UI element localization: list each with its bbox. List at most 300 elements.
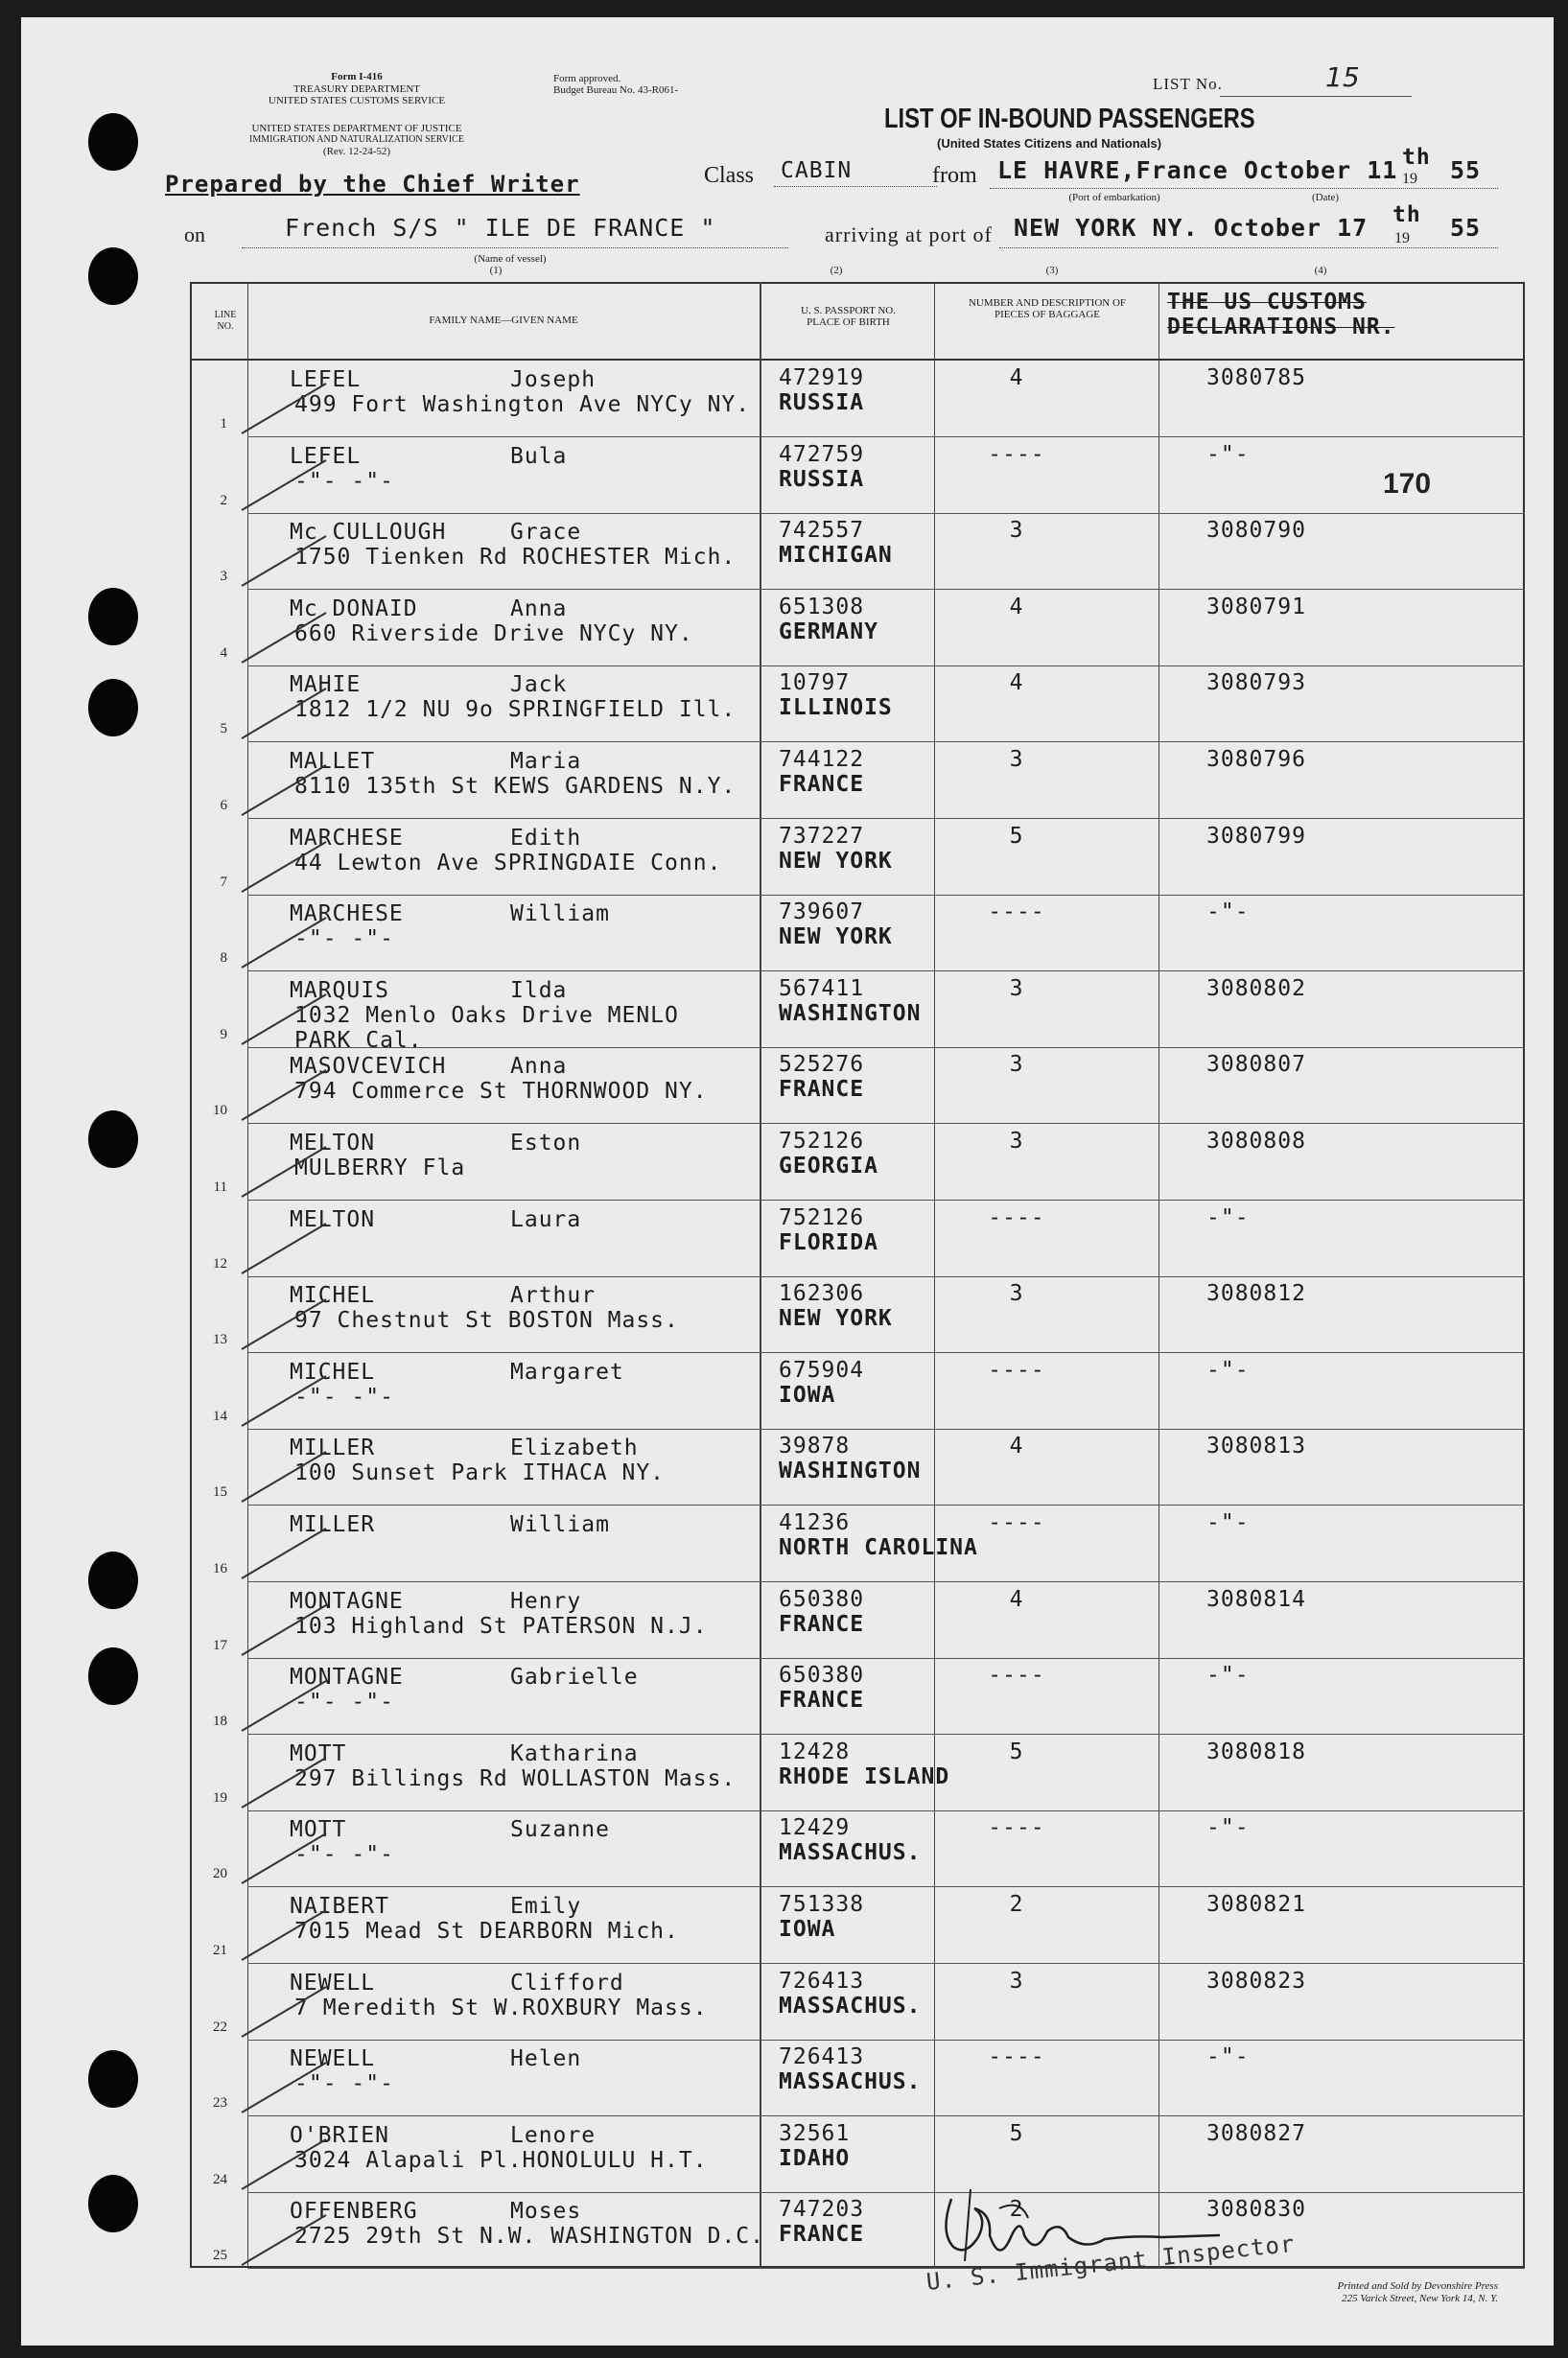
check-mark	[240, 1220, 331, 1277]
birth-place: NORTH CAROLINA	[779, 1535, 978, 1560]
passport-number: 739607	[779, 899, 865, 925]
baggage-count: 2	[1009, 1892, 1024, 1917]
home-address: 499 Fort Washington Ave NYCy NY.	[294, 392, 751, 417]
birth-place: IOWA	[779, 1382, 836, 1408]
family-name: NAIBERT	[290, 1894, 389, 1919]
check-mark	[240, 1983, 331, 2041]
inspector-stamp: U. S. Immigrant Inspector	[924, 2230, 1297, 2296]
declaration-number: 3080799	[1206, 823, 1306, 849]
home-address: -"- -"-	[294, 1384, 394, 1410]
passport-number: 744122	[779, 747, 865, 772]
given-name: Helen	[510, 2046, 582, 2072]
form-number: Form I-416	[331, 71, 383, 82]
table-row	[21, 1887, 1554, 1964]
given-name: Emily	[510, 1894, 582, 1919]
passport-number: 39878	[779, 1434, 851, 1459]
home-address: 7 Meredith St W.ROXBURY Mass.	[294, 1995, 708, 2020]
birth-place: FRANCE	[779, 772, 865, 797]
birth-place: MASSACHUS.	[779, 2069, 922, 2095]
given-name: Gabrielle	[510, 1665, 639, 1691]
list-no-line	[1220, 96, 1412, 97]
declaration-number: 3080808	[1206, 1129, 1306, 1154]
declaration-number: 3080802	[1206, 975, 1306, 1001]
arriving-label: arriving at port of	[825, 222, 993, 246]
declaration-number: 3080813	[1206, 1434, 1306, 1459]
prepared-by: Prepared by the Chief Writer	[165, 171, 580, 198]
embark-caption: (Port of embarkation)	[1068, 192, 1160, 203]
declaration-number: -"-	[1206, 899, 1250, 925]
line-number: 20	[213, 1866, 227, 1882]
binder-hole	[88, 113, 138, 171]
baggage-count: ----	[988, 1663, 1045, 1689]
arrival-sup: th	[1392, 202, 1421, 227]
home-address: 1032 Menlo Oaks Drive MENLO	[294, 1002, 679, 1028]
table-row	[21, 971, 1554, 1053]
table-row	[21, 590, 1554, 666]
given-name: Ilda	[510, 977, 568, 1003]
birth-place: RUSSIA	[779, 390, 865, 415]
check-mark	[240, 1296, 331, 1353]
column-num-4: (4)	[1314, 265, 1327, 276]
family-name: NEWELL	[290, 1970, 376, 1996]
given-name: William	[510, 1512, 610, 1537]
baggage-count: 5	[1009, 2120, 1024, 2146]
given-name: Lenore	[510, 2122, 597, 2148]
passport-number: 567411	[779, 975, 865, 1001]
check-mark	[240, 2059, 331, 2116]
table-row	[21, 1429, 1554, 1506]
baggage-count: 4	[1009, 670, 1024, 696]
home-address: 794 Commerce St THORNWOOD NY.	[294, 1079, 708, 1105]
check-mark	[240, 532, 331, 590]
table-row	[21, 2116, 1554, 2193]
check-mark	[240, 1448, 331, 1506]
table-row	[21, 1047, 1554, 1124]
family-name: O'BRIEN	[290, 2122, 389, 2148]
passport-number: 651308	[779, 594, 865, 619]
baggage-count: ----	[988, 2044, 1045, 2070]
baggage-count: ----	[988, 1510, 1045, 1535]
home-address: 100 Sunset Park ITHACA NY.	[294, 1460, 666, 1486]
home-address: -"- -"-	[294, 468, 394, 494]
baggage-count: 3	[1009, 518, 1024, 544]
baggage-count: ----	[988, 1204, 1045, 1230]
check-mark	[240, 991, 331, 1048]
birth-place: MICHIGAN	[779, 543, 893, 569]
birth-place: IDAHO	[779, 2145, 851, 2171]
line-number: 18	[213, 1714, 227, 1730]
birth-place: FLORIDA	[779, 1229, 878, 1255]
check-mark	[240, 2211, 331, 2269]
col-header-passport: U. S. PASSPORT NO. PLACE OF BIRTH	[801, 305, 896, 328]
line-number: 9	[220, 1026, 227, 1042]
check-mark	[240, 1677, 331, 1735]
birth-place: GERMANY	[779, 619, 878, 644]
passport-number: 742557	[779, 518, 865, 544]
given-name: Henry	[510, 1588, 582, 1614]
baggage-count: 4	[1009, 1586, 1024, 1612]
customs-service: UNITED STATES CUSTOMS SERVICE	[268, 95, 446, 106]
declaration-number: 3080827	[1206, 2120, 1306, 2146]
family-name: MELTON	[290, 1131, 376, 1156]
home-address: 44 Lewton Ave SPRINGDAIE Conn.	[294, 850, 722, 875]
line-number: 25	[213, 2248, 227, 2264]
given-name: Katharina	[510, 1740, 639, 1766]
budget-bureau: Budget Bureau No. 43-R061-	[553, 84, 679, 96]
birth-place: NEW YORK	[779, 924, 893, 950]
table-row	[21, 437, 1554, 514]
col-header-customs: THE US CUSTOMS DECLARATIONS NR.	[1167, 290, 1395, 339]
given-name: William	[510, 901, 610, 927]
birth-place: RUSSIA	[779, 466, 865, 492]
table-row	[21, 1276, 1554, 1353]
family-name: MONTAGNE	[290, 1665, 404, 1691]
passport-number: 726413	[779, 1968, 865, 1994]
home-address: 660 Riverside Drive NYCy NY.	[294, 620, 693, 646]
given-name: Moses	[510, 2199, 582, 2225]
baggage-count: 4	[1009, 594, 1024, 619]
family-name: MALLET	[290, 749, 376, 774]
birth-place: NEW YORK	[779, 1306, 893, 1332]
passport-number: 726413	[779, 2044, 865, 2070]
home-address: 97 Chestnut St BOSTON Mass.	[294, 1308, 679, 1334]
line-number: 14	[213, 1408, 227, 1424]
line-number: 16	[213, 1561, 227, 1576]
birth-place: FRANCE	[779, 1688, 865, 1714]
check-mark	[240, 1066, 331, 1124]
home-address: MULBERRY Fla	[294, 1156, 466, 1180]
declaration-number: 3080821	[1206, 1892, 1306, 1917]
passport-number: 10797	[779, 670, 851, 696]
birth-place: WASHINGTON	[779, 1459, 922, 1484]
printer-address: 225 Varick Street, New York 14, N. Y.	[1342, 2293, 1498, 2304]
given-name: Laura	[510, 1206, 582, 1232]
treasury-dept: TREASURY DEPARTMENT	[293, 83, 421, 95]
passport-number: 751338	[779, 1892, 865, 1917]
declaration-number: 3080790	[1206, 518, 1306, 544]
line-number: 15	[213, 1484, 227, 1501]
family-name: MONTAGNE	[290, 1588, 404, 1614]
declaration-number: 3080791	[1206, 594, 1306, 619]
passport-number: 747203	[779, 2197, 865, 2223]
home-address: -"- -"-	[294, 2071, 394, 2097]
home-address: 7015 Mead St DEARBORN Mich.	[294, 1919, 679, 1944]
justice-dept: UNITED STATES DEPARTMENT OF JUSTICE	[251, 123, 462, 134]
table-row	[21, 1201, 1554, 1277]
passport-number: 737227	[779, 823, 865, 849]
declaration-number: -"-	[1206, 1510, 1250, 1535]
given-name: Clifford	[510, 1970, 624, 1996]
line-number: 13	[213, 1332, 227, 1348]
home-address: -"- -"-	[294, 1842, 394, 1868]
birth-place: RHODE ISLAND	[779, 1763, 950, 1789]
home-address: 103 Highland St PATERSON N.J.	[294, 1613, 708, 1639]
line-number: 12	[213, 1255, 227, 1272]
from-label: from	[932, 163, 977, 188]
declaration-number: -"-	[1206, 1357, 1250, 1383]
passport-number: 41236	[779, 1510, 851, 1535]
row-rule	[247, 2268, 1525, 2269]
embark-line	[990, 188, 1498, 189]
family-name: Mc CULLOUGH	[290, 520, 447, 546]
passport-number: 752126	[779, 1204, 865, 1230]
check-mark	[240, 1906, 331, 1964]
family-name: Mc DONAID	[290, 595, 418, 621]
passport-number: 162306	[779, 1281, 865, 1307]
family-name: MELTON	[290, 1206, 376, 1232]
declaration-number: 3080785	[1206, 365, 1306, 390]
baggage-count: 3	[1009, 1968, 1024, 1994]
declaration-number: 3080807	[1206, 1052, 1306, 1078]
margin-annotation: 170	[1383, 468, 1432, 500]
declaration-number: -"-	[1206, 441, 1250, 467]
birth-place: ILLINOIS	[779, 695, 893, 721]
given-name: Maria	[510, 749, 582, 774]
line-number: 19	[213, 1789, 227, 1806]
family-name: LEFEL	[290, 443, 362, 469]
vessel-name: French S/S " ILE DE FRANCE "	[285, 214, 716, 242]
page-subtitle: (United States Citizens and Nationals)	[937, 136, 1162, 151]
given-name: Joseph	[510, 367, 597, 392]
home-address: 1812 1/2 NU 9o SPRINGFIELD Ill.	[294, 697, 737, 723]
arrival-year: 55	[1450, 214, 1482, 242]
family-name: MARCHESE	[290, 825, 404, 851]
given-name: Bula	[510, 443, 568, 469]
family-name: MICHEL	[290, 1283, 376, 1309]
given-name: Anna	[510, 595, 568, 621]
line-number: 24	[213, 2171, 227, 2187]
line-number: 23	[213, 2095, 227, 2112]
class-label: Class	[704, 163, 755, 188]
table-row	[21, 1124, 1554, 1201]
vessel-line	[242, 247, 788, 248]
list-number: 15	[1325, 61, 1360, 93]
line-number: 17	[213, 1637, 227, 1653]
arrival-port: NEW YORK NY. October 17	[1014, 214, 1369, 242]
check-mark	[240, 1372, 331, 1430]
line-number: 4	[220, 644, 227, 661]
birth-place: FRANCE	[779, 1077, 865, 1103]
home-address: 1750 Tienken Rd ROCHESTER Mich.	[294, 545, 737, 571]
form-revision: (Rev. 12-24-52)	[322, 146, 391, 157]
baggage-count: 5	[1009, 1739, 1024, 1764]
baggage-count: 3	[1009, 1129, 1024, 1154]
list-label: LIST No.	[1153, 75, 1223, 93]
line-number: 7	[220, 874, 227, 890]
given-name: Margaret	[510, 1359, 624, 1385]
line-number: 1	[220, 416, 227, 432]
baggage-count: 3	[1009, 1281, 1024, 1307]
baggage-count: ----	[988, 899, 1045, 925]
table-row	[21, 2040, 1554, 2116]
check-mark	[240, 1143, 331, 1201]
table-row	[21, 895, 1554, 971]
line-number: 2	[220, 492, 227, 508]
table-row	[21, 1582, 1554, 1659]
passport-number: 525276	[779, 1052, 865, 1078]
table-row	[21, 2192, 1554, 2269]
line-number: 3	[220, 569, 227, 585]
check-mark	[240, 2136, 331, 2193]
given-name: Anna	[510, 1054, 568, 1080]
given-name: Eston	[510, 1131, 582, 1156]
arrival-line	[999, 247, 1498, 248]
family-name: OFFENBERG	[290, 2199, 418, 2225]
check-mark	[240, 685, 331, 742]
birth-place: FRANCE	[779, 1611, 865, 1637]
embarkation-port: LE HAVRE,France October 11	[997, 156, 1398, 184]
given-name: Arthur	[510, 1283, 597, 1309]
family-name: LEFEL	[290, 367, 362, 392]
table-row	[21, 1810, 1554, 1887]
birth-place: NEW YORK	[779, 848, 893, 874]
family-name: MILLER	[290, 1436, 376, 1461]
line-number: 5	[220, 721, 227, 737]
baggage-count: 3	[1009, 1052, 1024, 1078]
declaration-number: 3080796	[1206, 747, 1306, 772]
home-address: 8110 135th St KEWS GARDENS N.Y.	[294, 774, 737, 799]
home-address: -"- -"-	[294, 926, 394, 952]
declaration-number: -"-	[1206, 1204, 1250, 1230]
family-name: MOTT	[290, 1817, 347, 1843]
given-name: Edith	[510, 825, 582, 851]
class-line	[774, 186, 937, 187]
birth-place: MASSACHUS.	[779, 1993, 922, 2019]
table-row	[21, 742, 1554, 819]
column-num-1: (1)	[489, 265, 503, 276]
table-row	[21, 1353, 1554, 1430]
check-mark	[240, 1525, 331, 1582]
class-value: CABIN	[781, 158, 853, 183]
check-mark	[240, 914, 331, 971]
check-mark	[240, 456, 331, 514]
passport-number: 650380	[779, 1663, 865, 1689]
line-number: 8	[220, 950, 227, 967]
baggage-count: 2	[1009, 2197, 1024, 2223]
family-name: MARCHESE	[290, 901, 404, 927]
declaration-number: -"-	[1206, 1815, 1250, 1841]
passport-number: 752126	[779, 1129, 865, 1154]
table-row	[21, 1964, 1554, 2041]
baggage-count: 4	[1009, 365, 1024, 390]
table-row	[21, 819, 1554, 896]
on-label: on	[184, 222, 205, 246]
family-name: MOTT	[290, 1740, 347, 1766]
passport-number: 32561	[779, 2120, 851, 2146]
home-address: 297 Billings Rd WOLLASTON Mass.	[294, 1765, 737, 1791]
declaration-number: 3080793	[1206, 670, 1306, 696]
form-approved: Form approved.	[553, 73, 621, 84]
declaration-number: 3080818	[1206, 1739, 1306, 1764]
printer-credit: Printed and Sold by Devonshire Press	[1337, 2280, 1498, 2292]
page-title: LIST OF IN-BOUND PASSENGERS	[884, 104, 1255, 134]
family-name: MILLER	[290, 1512, 376, 1537]
line-number: 22	[213, 2019, 227, 2035]
birth-place: IOWA	[779, 1917, 836, 1942]
baggage-count: ----	[988, 441, 1045, 467]
declaration-number: 3080823	[1206, 1968, 1306, 1994]
home-address-cont: PARK Cal.	[294, 1027, 423, 1053]
given-name: Suzanne	[510, 1817, 610, 1843]
check-mark	[240, 1601, 331, 1659]
birth-place: FRANCE	[779, 2222, 865, 2248]
line-number: 6	[220, 798, 227, 813]
home-address: -"- -"-	[294, 1690, 394, 1716]
family-name: MARQUIS	[290, 977, 389, 1003]
birth-place: WASHINGTON	[779, 1000, 922, 1026]
passport-number: 650380	[779, 1586, 865, 1612]
line-number: 21	[213, 1943, 227, 1958]
col-header-baggage: NUMBER AND DESCRIPTION OF PIECES OF BAGGAGE	[968, 297, 1127, 320]
baggage-count: 5	[1009, 823, 1024, 849]
baggage-count: ----	[988, 1815, 1045, 1841]
declaration-number: 3080814	[1206, 1586, 1306, 1612]
embarkation-year: 55	[1450, 156, 1482, 184]
baggage-count: 4	[1009, 1434, 1024, 1459]
col-header-name: FAMILY NAME—GIVEN NAME	[429, 315, 578, 326]
declaration-number: -"-	[1206, 2044, 1250, 2070]
given-name: Elizabeth	[510, 1436, 639, 1461]
passport-number: 472919	[779, 365, 865, 390]
column-num-2: (2)	[830, 265, 843, 276]
table-row	[21, 1506, 1554, 1582]
check-mark	[240, 1830, 331, 1887]
passport-number: 675904	[779, 1357, 865, 1383]
line-number: 11	[213, 1179, 227, 1195]
col-header-line: LINE NO.	[214, 310, 237, 332]
birth-place: GEORGIA	[779, 1154, 878, 1179]
table-row	[21, 1658, 1554, 1735]
family-name: MICHEL	[290, 1359, 376, 1385]
manifest-page	[21, 17, 1554, 2346]
given-name: Grace	[510, 520, 582, 546]
passport-number: 12429	[779, 1815, 851, 1841]
table-row	[21, 513, 1554, 590]
given-name: Jack	[510, 672, 568, 698]
embarkation-century: 19	[1402, 171, 1417, 187]
embarkation-sup: th	[1402, 145, 1431, 170]
check-mark	[240, 380, 331, 437]
check-mark	[240, 838, 331, 896]
birth-place: MASSACHUS.	[779, 1840, 922, 1866]
table-row	[21, 665, 1554, 742]
check-mark	[240, 609, 331, 666]
vessel-caption: (Name of vessel)	[474, 253, 547, 265]
table-row	[21, 361, 1554, 437]
baggage-count: 3	[1009, 747, 1024, 772]
declaration-number: 3080812	[1206, 1281, 1306, 1307]
family-name: NEWELL	[290, 2046, 376, 2072]
column-num-3: (3)	[1045, 265, 1059, 276]
family-name: MAHIE	[290, 672, 362, 698]
passport-number: 12428	[779, 1739, 851, 1764]
arrival-century: 19	[1394, 230, 1410, 246]
table-row	[21, 1735, 1554, 1811]
check-mark	[240, 1754, 331, 1811]
line-number: 10	[213, 1103, 227, 1119]
binder-hole	[88, 247, 138, 305]
declaration-number: 3080830	[1206, 2197, 1306, 2223]
declaration-number: -"-	[1206, 1663, 1250, 1689]
passport-number: 472759	[779, 441, 865, 467]
baggage-count: 3	[1009, 975, 1024, 1001]
ins-service: IMMIGRATION AND NATURALIZATION SERVICE	[249, 134, 464, 145]
home-address: 2725 29th St N.W. WASHINGTON D.C.	[294, 2224, 764, 2250]
date-caption: (Date)	[1311, 192, 1340, 203]
home-address: 3024 Alapali Pl.HONOLULU H.T.	[294, 2147, 708, 2173]
baggage-count: ----	[988, 1357, 1045, 1383]
family-name: MASOVCEVICH	[290, 1054, 447, 1080]
